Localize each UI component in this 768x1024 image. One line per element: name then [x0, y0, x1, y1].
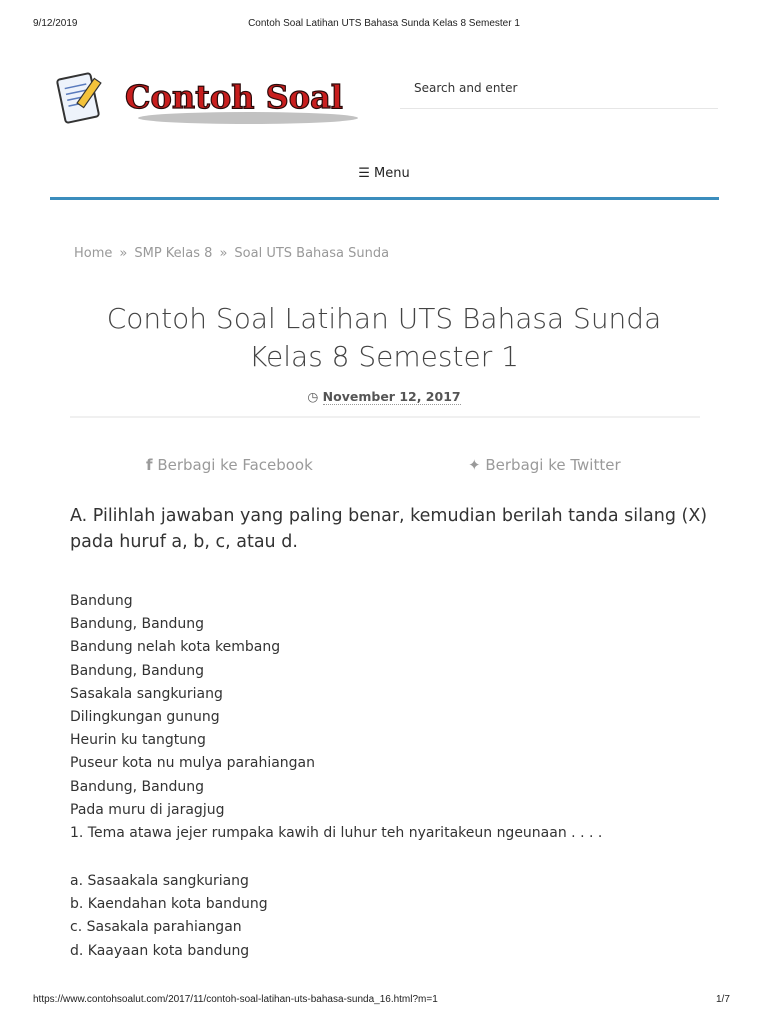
- search-input[interactable]: Search and enter: [400, 72, 718, 109]
- print-title: Contoh Soal Latihan UTS Bahasa Sunda Kelas 8 Semester 1: [248, 18, 520, 29]
- breadcrumb-home[interactable]: Home: [74, 246, 113, 261]
- instructions: A. Pilihlah jawaban yang paling benar, kemudian berilah tanda silang (X) pada huruf a, b, c, atau d.: [70, 506, 708, 552]
- post-date[interactable]: ◷ November 12, 2017: [307, 389, 461, 404]
- share-facebook-button[interactable]: f Berbagi ke Facebook: [146, 456, 313, 474]
- poem-line: Dilingkungan gunung: [70, 709, 220, 726]
- option-d: d. Kaayaan kota bandung: [70, 942, 250, 959]
- twitter-icon: ✦: [468, 456, 481, 474]
- poem-line: Bandung, Bandung: [70, 778, 205, 795]
- poem-line: Bandung nelah kota kembang: [70, 639, 281, 656]
- page-title: Contoh Soal Latihan UTS Bahasa Sunda Kelas 8 Semester 1: [106, 302, 662, 373]
- answer-options: [70, 870, 268, 963]
- question: 1. Tema atawa jejer rumpaka kawih di luhur teh nyaritakeun ngeunaan . . . .: [70, 825, 603, 842]
- breadcrumb-smp-kelas-8[interactable]: SMP Kelas 8: [134, 246, 213, 261]
- svg-text:Contoh Soal: Contoh Soal: [125, 78, 343, 116]
- poem-line: Bandung, Bandung: [70, 616, 205, 633]
- site-logo[interactable]: [55, 70, 360, 130]
- poem: [70, 590, 602, 845]
- logo-wordmark: [123, 74, 363, 130]
- clock-icon: ◷: [307, 389, 319, 404]
- menu-button[interactable]: ☰ Menu: [358, 166, 410, 181]
- option-a: a. Sasaakala sangkuriang: [70, 873, 249, 889]
- option-b: b. Kaendahan kota bandung: [70, 896, 268, 913]
- breadcrumb: Home » SMP Kelas 8 » Soal UTS Bahasa Sunda: [74, 246, 390, 261]
- poem-line: Puseur kota nu mulya parahiangan: [70, 755, 316, 772]
- nav-divider: [50, 197, 719, 200]
- option-c: c. Sasakala parahiangan: [70, 919, 242, 936]
- print-page-number: 1/7: [716, 994, 730, 1005]
- poem-line: Heurin ku tangtung: [70, 732, 206, 749]
- clipboard-pencil-icon: [55, 70, 115, 130]
- print-url: https://www.contohsoalut.com/2017/11/contoh-soal-latihan-uts-bahasa-sunda_16.html?m=1: [33, 994, 438, 1005]
- breadcrumb-soal-uts[interactable]: Soal UTS Bahasa Sunda: [234, 246, 390, 261]
- poem-line: Bandung, Bandung: [70, 662, 205, 679]
- print-date: 9/12/2019: [33, 18, 78, 29]
- poem-line: Bandung: [70, 593, 133, 609]
- share-twitter-button[interactable]: ✦ Berbagi ke Twitter: [468, 456, 621, 474]
- facebook-icon: f: [146, 456, 153, 474]
- poem-line: Pada muru di jaragjug: [70, 801, 225, 818]
- hamburger-icon: ☰: [358, 166, 370, 181]
- divider: [70, 416, 700, 418]
- poem-line: Sasakala sangkuriang: [70, 685, 223, 702]
